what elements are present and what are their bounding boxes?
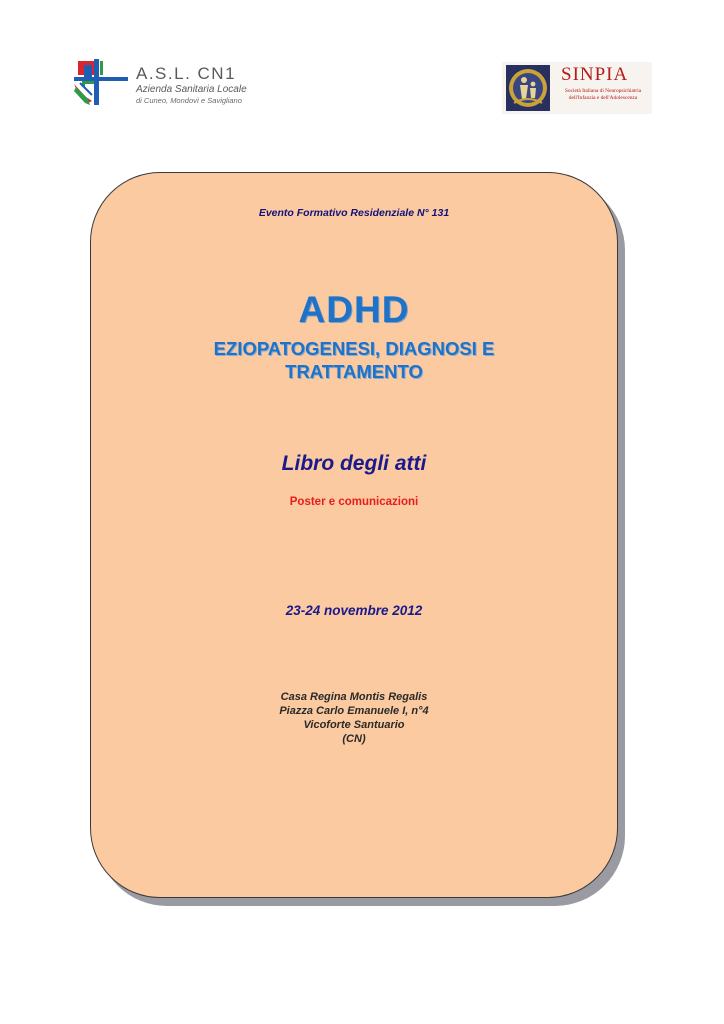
asl-cross-mark-icon	[74, 57, 130, 107]
venue-address	[90, 690, 618, 746]
venue-line2: Piazza Carlo Emanuele I, n°4	[279, 705, 429, 717]
sinpia-subtitle-line2: dell'Infanzia e dell'Adolescenza	[568, 95, 638, 101]
venue-line1: Casa Regina Montis Regalis	[280, 691, 428, 703]
asl-title: A.S.L. CN1	[136, 64, 237, 83]
asl-area: di Cuneo, Mondovì e Savigliano	[136, 96, 242, 105]
sinpia-subtitle-line1: Società Italiana di Neuropsichiatria	[564, 88, 642, 94]
sinpia-logo	[502, 62, 652, 114]
venue-line4: (CN)	[342, 733, 366, 745]
main-title: ADHD	[298, 289, 410, 330]
sinpia-title: SINPIA	[561, 64, 629, 85]
sinpia-subtitle	[555, 88, 651, 102]
sinpia-emblem-icon	[506, 65, 550, 111]
asl-cn1-logo	[74, 57, 274, 109]
subtitle	[90, 337, 618, 383]
subtitle-line1: EZIOPATOGENESI, DIAGNOSI E	[213, 338, 495, 359]
event-date: 23-24 novembre 2012	[285, 603, 423, 618]
book-title: Libro degli atti	[281, 452, 427, 475]
venue-line3: Vicoforte Santuario	[303, 719, 405, 731]
cover-panel	[90, 172, 618, 898]
section-label: Poster e comunicazioni	[289, 496, 419, 508]
event-label: Evento Formativo Residenziale N° 131	[258, 207, 450, 219]
subtitle-line2: TRATTAMENTO	[285, 361, 423, 382]
asl-subtitle: Azienda Sanitaria Locale	[136, 84, 247, 95]
